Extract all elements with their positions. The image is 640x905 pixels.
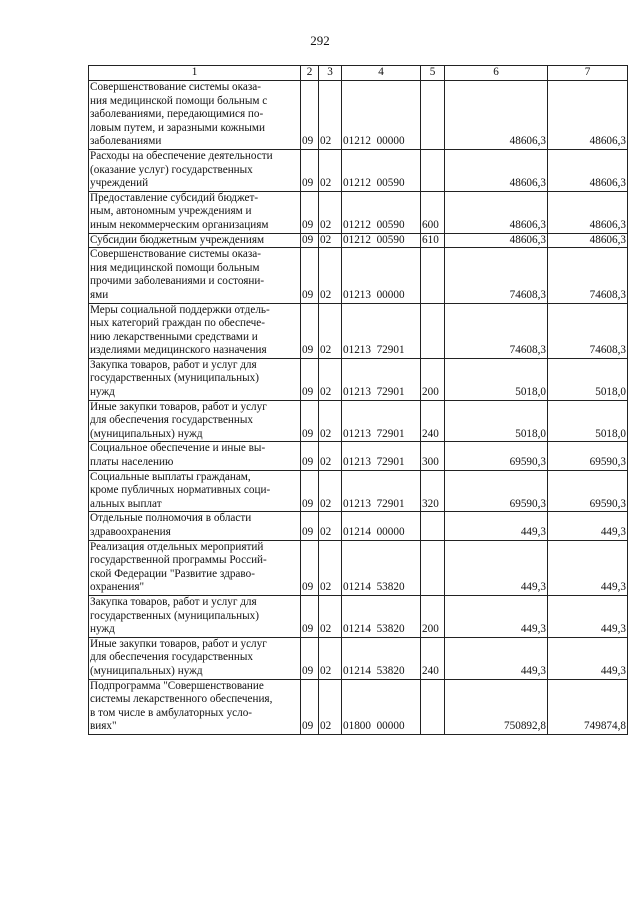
row-section-code: 09 — [301, 149, 319, 191]
row-target-article-code: 01213 72901 — [342, 470, 421, 512]
row-name-cell: Совершенствование системы оказа- ния медицинской помощи больным с заболеваниями, передающимися по- ловым путем, и заразными кожными заболеваниями — [89, 81, 301, 150]
table-body — [89, 81, 628, 735]
row-target-article-code: 01213 72901 — [342, 442, 421, 470]
row-sum-year-1: 69590,3 — [445, 470, 548, 512]
row-name-cell: Меры социальной поддержки отдель- ных категорий граждан по обеспече- нию лекарственными средствами и изделиями медицинского назначения — [89, 303, 301, 358]
table-row — [89, 248, 628, 303]
row-sum-year-1: 750892,8 — [445, 679, 548, 734]
row-target-article-code: 01213 00000 — [342, 248, 421, 303]
row-section-code: 09 — [301, 248, 319, 303]
header-cell-target-article: 4 — [342, 66, 421, 81]
row-subsection-code: 02 — [319, 470, 342, 512]
row-expense-type-code: 240 — [421, 400, 445, 442]
row-subsection-code: 02 — [319, 358, 342, 400]
table-row — [89, 470, 628, 512]
row-target-article-code: 01213 72901 — [342, 358, 421, 400]
row-target-article-code: 01213 72901 — [342, 400, 421, 442]
row-subsection-code: 02 — [319, 637, 342, 679]
row-sum-year-1: 74608,3 — [445, 303, 548, 358]
row-name-cell: Социальное обеспечение и иные вы- платы населению — [89, 442, 301, 470]
row-expense-type-code: 200 — [421, 358, 445, 400]
row-name-cell: Закупка товаров, работ и услуг для государственных (муниципальных) нужд — [89, 358, 301, 400]
row-sum-year-1: 48606,3 — [445, 81, 548, 150]
row-target-article-code: 01214 00000 — [342, 512, 421, 540]
row-target-article-code: 01214 53820 — [342, 637, 421, 679]
row-section-code: 09 — [301, 81, 319, 150]
row-target-article-code: 01212 00000 — [342, 81, 421, 150]
row-name-cell: Закупка товаров, работ и услуг для государственных (муниципальных) нужд — [89, 595, 301, 637]
table-row — [89, 233, 628, 248]
row-expense-type-code: 200 — [421, 595, 445, 637]
row-target-article-code: 01212 00590 — [342, 149, 421, 191]
row-expense-type-code: 600 — [421, 191, 445, 233]
row-section-code: 09 — [301, 442, 319, 470]
row-sum-year-2: 69590,3 — [548, 442, 628, 470]
row-expense-type-code — [421, 248, 445, 303]
table-row — [89, 595, 628, 637]
table-row — [89, 679, 628, 734]
row-section-code: 09 — [301, 400, 319, 442]
row-sum-year-1: 74608,3 — [445, 248, 548, 303]
row-sum-year-1: 48606,3 — [445, 191, 548, 233]
row-section-code: 09 — [301, 512, 319, 540]
row-subsection-code: 02 — [319, 679, 342, 734]
row-sum-year-2: 449,3 — [548, 637, 628, 679]
row-name-cell: Иные закупки товаров, работ и услуг для обеспечения государственных (муниципальных) нужд — [89, 400, 301, 442]
row-name-cell: Субсидии бюджетным учреждениям — [89, 233, 301, 248]
row-subsection-code: 02 — [319, 540, 342, 595]
row-sum-year-1: 48606,3 — [445, 233, 548, 248]
column-number-header-row — [89, 66, 628, 81]
header-cell-sum-year-2: 7 — [548, 66, 628, 81]
budget-table — [88, 65, 628, 735]
row-section-code: 09 — [301, 191, 319, 233]
row-sum-year-2: 74608,3 — [548, 303, 628, 358]
row-name-cell: Социальные выплаты гражданам, кроме публичных нормативных соци- альных выплат — [89, 470, 301, 512]
table-row — [89, 442, 628, 470]
row-section-code: 09 — [301, 679, 319, 734]
row-sum-year-2: 449,3 — [548, 512, 628, 540]
row-subsection-code: 02 — [319, 248, 342, 303]
page-number: 292 — [310, 33, 330, 48]
row-section-code: 09 — [301, 358, 319, 400]
row-name-cell: Предоставление субсидий бюджет- ным, автономным учреждениям и иным некоммерческим организациям — [89, 191, 301, 233]
row-sum-year-2: 48606,3 — [548, 81, 628, 150]
row-sum-year-2: 449,3 — [548, 540, 628, 595]
row-target-article-code: 01212 00590 — [342, 233, 421, 248]
table-row — [89, 191, 628, 233]
row-section-code: 09 — [301, 540, 319, 595]
row-section-code: 09 — [301, 233, 319, 248]
table-row — [89, 637, 628, 679]
row-target-article-code: 01212 00590 — [342, 191, 421, 233]
table-row — [89, 303, 628, 358]
row-sum-year-1: 449,3 — [445, 637, 548, 679]
row-target-article-code: 01213 72901 — [342, 303, 421, 358]
row-expense-type-code — [421, 81, 445, 150]
row-section-code: 09 — [301, 595, 319, 637]
row-expense-type-code — [421, 149, 445, 191]
row-section-code: 09 — [301, 637, 319, 679]
row-subsection-code: 02 — [319, 149, 342, 191]
row-sum-year-1: 449,3 — [445, 540, 548, 595]
table-row — [89, 81, 628, 150]
row-expense-type-code — [421, 679, 445, 734]
row-subsection-code: 02 — [319, 81, 342, 150]
row-sum-year-1: 449,3 — [445, 595, 548, 637]
row-expense-type-code: 300 — [421, 442, 445, 470]
table-row — [89, 512, 628, 540]
row-sum-year-2: 5018,0 — [548, 358, 628, 400]
table-row — [89, 400, 628, 442]
table-row — [89, 540, 628, 595]
row-sum-year-2: 48606,3 — [548, 149, 628, 191]
header-cell-subsection: 3 — [319, 66, 342, 81]
row-sum-year-2: 449,3 — [548, 595, 628, 637]
row-name-cell: Реализация отдельных мероприятий государственной программы Россий- ской Федерации "Развитие здраво- охранения" — [89, 540, 301, 595]
header-cell-sum-year-1: 6 — [445, 66, 548, 81]
header-cell-name: 1 — [89, 66, 301, 81]
row-subsection-code: 02 — [319, 442, 342, 470]
row-subsection-code: 02 — [319, 512, 342, 540]
row-subsection-code: 02 — [319, 303, 342, 358]
row-sum-year-1: 69590,3 — [445, 442, 548, 470]
table-row — [89, 358, 628, 400]
row-expense-type-code: 610 — [421, 233, 445, 248]
row-sum-year-2: 48606,3 — [548, 233, 628, 248]
row-subsection-code: 02 — [319, 400, 342, 442]
row-name-cell: Подпрограмма "Совершенствование системы лекарственного обеспечения, в том числе в амбулаторных усло- виях" — [89, 679, 301, 734]
row-target-article-code: 01214 53820 — [342, 595, 421, 637]
row-name-cell: Расходы на обеспечение деятельности (оказание услуг) государственных учреждений — [89, 149, 301, 191]
row-sum-year-2: 48606,3 — [548, 191, 628, 233]
row-expense-type-code — [421, 540, 445, 595]
row-sum-year-2: 69590,3 — [548, 470, 628, 512]
row-section-code: 09 — [301, 303, 319, 358]
row-subsection-code: 02 — [319, 595, 342, 637]
header-cell-expense-type: 5 — [421, 66, 445, 81]
row-subsection-code: 02 — [319, 191, 342, 233]
row-expense-type-code — [421, 512, 445, 540]
row-name-cell: Отдельные полномочия в области здравоохранения — [89, 512, 301, 540]
row-section-code: 09 — [301, 470, 319, 512]
row-sum-year-1: 449,3 — [445, 512, 548, 540]
header-cell-section: 2 — [301, 66, 319, 81]
row-expense-type-code: 240 — [421, 637, 445, 679]
row-sum-year-2: 749874,8 — [548, 679, 628, 734]
row-expense-type-code — [421, 303, 445, 358]
row-expense-type-code: 320 — [421, 470, 445, 512]
row-sum-year-2: 74608,3 — [548, 248, 628, 303]
table-row — [89, 149, 628, 191]
row-subsection-code: 02 — [319, 233, 342, 248]
row-sum-year-1: 48606,3 — [445, 149, 548, 191]
row-target-article-code: 01800 00000 — [342, 679, 421, 734]
row-target-article-code: 01214 53820 — [342, 540, 421, 595]
row-sum-year-1: 5018,0 — [445, 358, 548, 400]
row-sum-year-2: 5018,0 — [548, 400, 628, 442]
row-sum-year-1: 5018,0 — [445, 400, 548, 442]
row-name-cell: Иные закупки товаров, работ и услуг для обеспечения государственных (муниципальных) нужд — [89, 637, 301, 679]
row-name-cell: Совершенствование системы оказа- ния медицинской помощи больным прочими заболеваниями и состояни- ями — [89, 248, 301, 303]
